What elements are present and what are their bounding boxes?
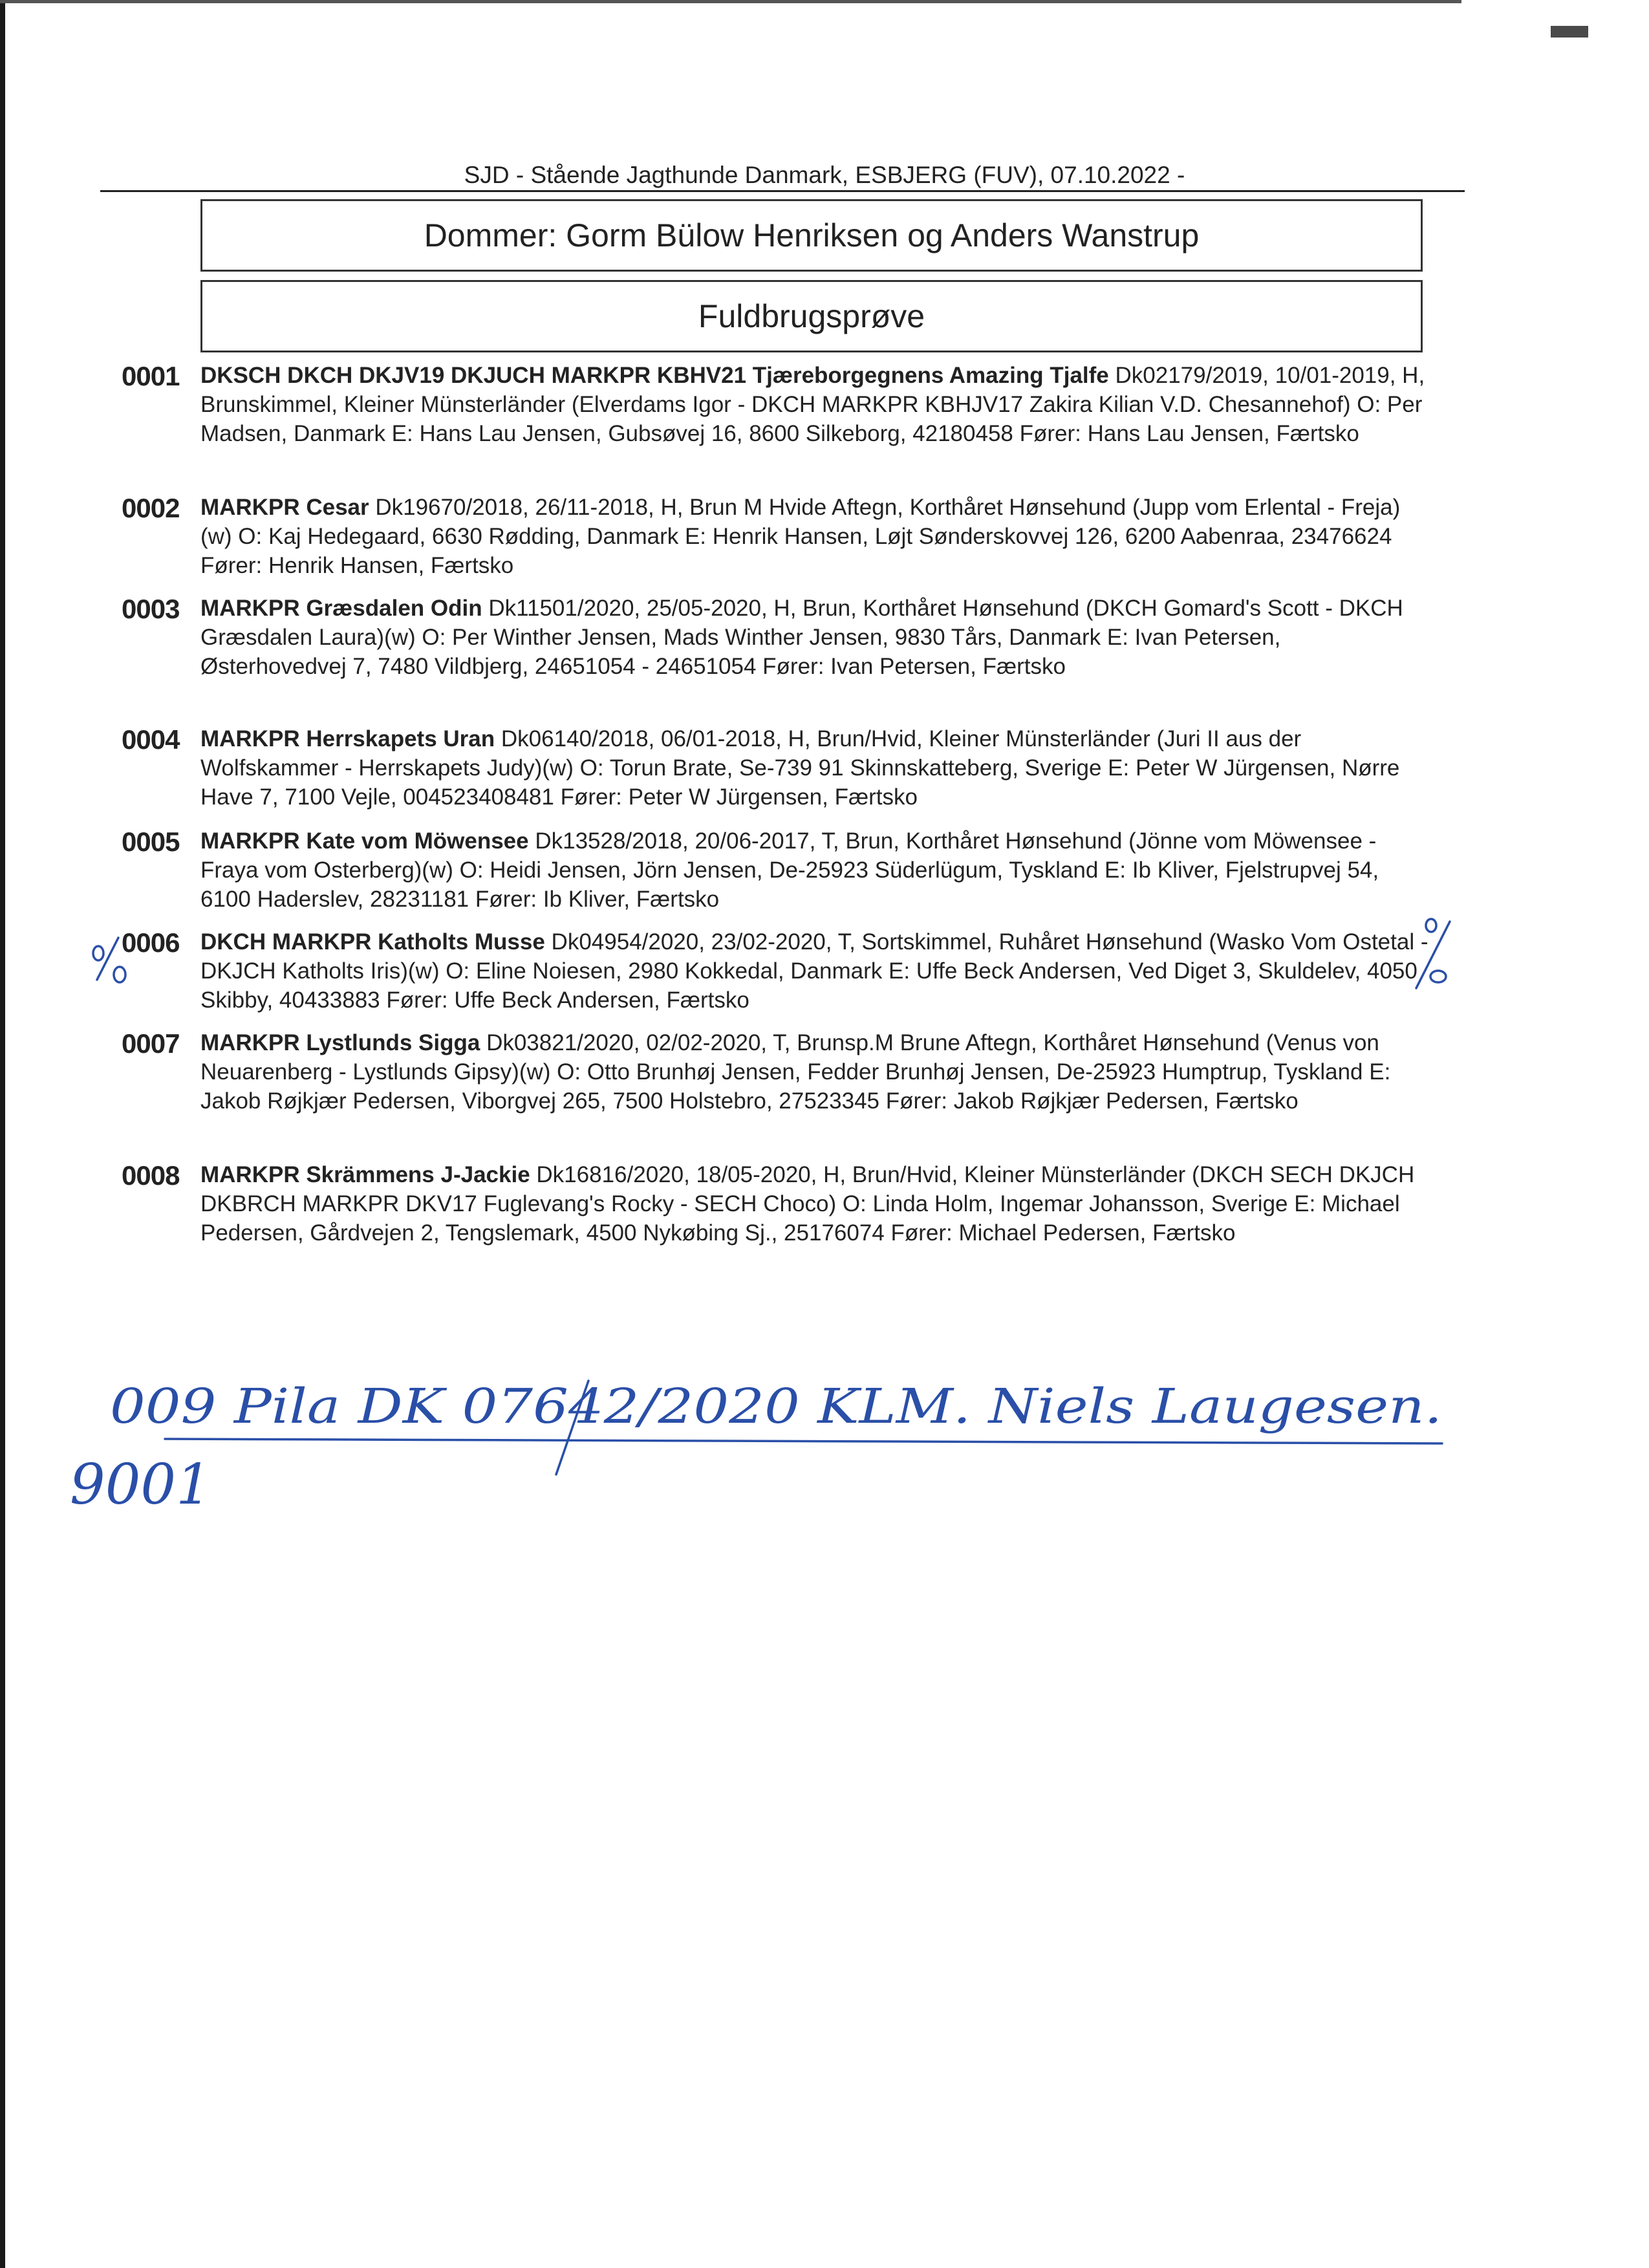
- dog-name: MARKPR Kate vom Möwensee: [200, 828, 529, 854]
- entry-number: 0001: [122, 361, 180, 391]
- dog-name: MARKPR Herrskapets Uran: [200, 726, 495, 751]
- dog-details: Dk03821/2020, 02/02-2020, T, Brunsp.M Brune Aftegn, Korthåret Hønsehund (Venus von Neuarenberg - Lystlunds Gipsy)(w) O: Otto Brunhøj Jensen, Fedder Brunhøj Jensen, De-25923 Humptrup, Tyskland E: Jakob Røjkjær Pedersen, Viborgvej 265, 7500 Holstebro, 27523345 Fører: Jakob Røjkjær Pedersen, Færtsko: [200, 1030, 1391, 1114]
- dog-details: Dk06140/2018, 06/01-2018, H, Brun/Hvid, Kleiner Münsterländer (Juri II aus der Wolfskammer - Herrskapets Judy)(w) O: Torun Brate, Se-739 91 Skinnskatteberg, Sverige E: Peter W Jürgensen, Nørre Have 7, 7100 Vejle, 004523408481 Fører: Peter W Jürgensen, Færtsko: [200, 726, 1400, 810]
- entry-number: 0004: [122, 724, 180, 755]
- entry-number: 0007: [122, 1028, 180, 1059]
- dog-name: DKCH MARKPR Katholts Musse: [200, 929, 545, 955]
- dog-name: MARKPR Græsdalen Odin: [200, 596, 482, 621]
- dog-details: Dk02179/2019, 10/01-2019, H, Brunskimmel, Kleiner Münsterländer (Elverdams Igor - DKCH MARKPR KBHJV17 Zakira Kilian V.D. Chesannehof) O: Per Madsen, Danmark E: Hans Lau Jensen, Gubsøvej 16, 8600 Silkeborg, 42180458 Fører: Hans Lau Jensen, Færtsko: [200, 363, 1425, 446]
- judges-label: Dommer: Gorm Bülow Henriksen og Anders Wanstrup: [424, 217, 1200, 254]
- handwritten-entry: 009 Pila DK 07642/2020 KLM. Niels Laugesen.: [110, 1379, 1442, 1434]
- dog-details: Dk19670/2018, 26/11-2018, H, Brun M Hvide Aftegn, Korthåret Hønsehund (Jupp vom Erlental - Freja)(w) O: Kaj Hedegaard, 6630 Rødding, Danmark E: Henrik Hansen, Løjt Sønderskovvej 126, 6200 Aabenraa, 23476624 Fører: Henrik Hansen, Færtsko: [200, 495, 1401, 578]
- class-label: Fuldbrugsprøve: [698, 298, 925, 334]
- entry-number: 0005: [122, 826, 180, 857]
- dog-details: Dk11501/2020, 25/05-2020, H, Brun, Korthåret Hønsehund (DKCH Gomard's Scott - DKCH Græsdalen Laura)(w) O: Per Winther Jensen, Mads Winther Jensen, 9830 Tårs, Danmark E: Ivan Petersen, Østerhovedvej 7, 7480 Vildbjerg, 24651054 - 24651054 Fører: Ivan Petersen, Færtsko: [200, 596, 1403, 679]
- margin-mark-right-icon: [1416, 919, 1450, 988]
- margin-mark-left-icon: [93, 938, 125, 982]
- dog-details: Dk16816/2020, 18/05-2020, H, Brun/Hvid, Kleiner Münsterländer (DKCH SECH DKJCH DKBRCH MARKPR DKV17 Fuglevang's Rocky - SECH Choco) O: Linda Holm, Ingemar Johansson, Sverige E: Michael Pedersen, Gårdvejen 2, Tengslemark, 4500 Nykøbing Sj., 25176074 Fører: Michael Pedersen, Færtsko: [200, 1162, 1415, 1246]
- dog-name: MARKPR Lystlunds Sigga: [200, 1030, 480, 1055]
- dog-name: DKSCH DKCH DKJV19 DKJUCH MARKPR KBHV21 Tjæreborgegnens Amazing Tjalfe: [200, 363, 1109, 388]
- document-header: SJD - Stående Jagthunde Danmark, ESBJERG (FUV), 07.10.2022 -: [464, 162, 1185, 188]
- margin-mark-right-text: 0/0: [1416, 989, 1417, 990]
- margin-mark-left-text: 0/0: [84, 989, 85, 990]
- entry-number: 0008: [122, 1160, 180, 1191]
- dog-details: Dk13528/2018, 20/06-2017, T, Brun, Korthåret Hønsehund (Jönne vom Möwensee - Fraya vom Osterberg)(w) O: Heidi Jensen, Jörn Jensen, De-25923 Süderlügum, Tyskland E: Ib Kliver, Fjelstrupvej 54, 6100 Haderslev, 28231181 Fører: Ib Kliver, Færtsko: [200, 828, 1379, 912]
- dog-name: MARKPR Skrämmens J-Jackie: [200, 1162, 530, 1187]
- handwriting-underline: [165, 1439, 1442, 1443]
- entry-number: 0002: [122, 493, 180, 523]
- handwritten-code: 9001: [70, 1453, 211, 1517]
- dog-name: MARKPR Cesar: [200, 495, 369, 520]
- dog-details: Dk04954/2020, 23/02-2020, T, Sortskimmel, Ruhåret Hønsehund (Wasko Vom Ostetal - DKJCH Katholts Iris)(w) O: Eline Noiesen, 2980 Kokkedal, Danmark E: Uffe Beck Andersen, Ved Diget 3, Skuldelev, 4050 Skibby, 40433883 Fører: Uffe Beck Andersen, Færtsko: [200, 929, 1428, 1013]
- entry-number: 0003: [122, 594, 180, 624]
- entry-number: 0006: [122, 927, 180, 958]
